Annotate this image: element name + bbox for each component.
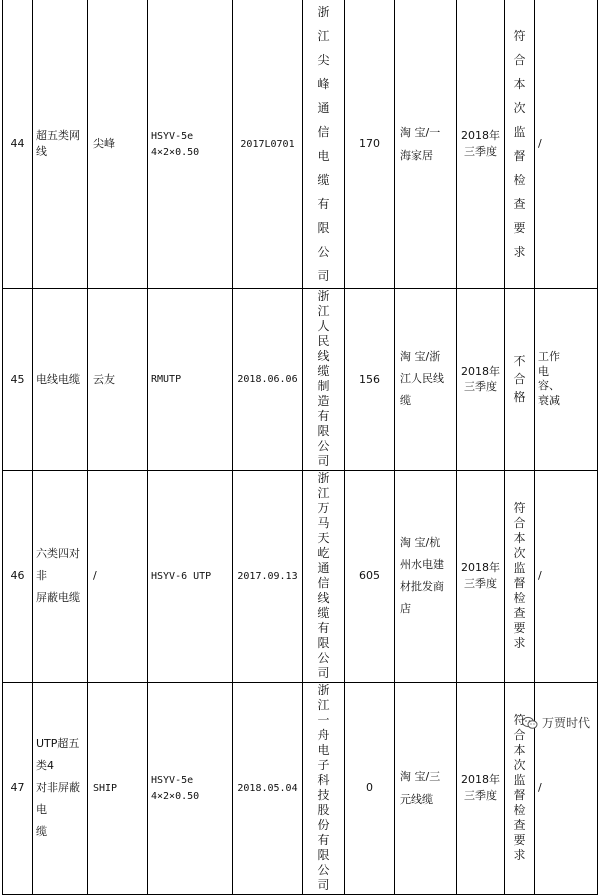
cell-result: 不合格 — [505, 289, 535, 471]
cell-quantity: 156 — [345, 289, 395, 471]
cell-failed-item: / — [535, 0, 598, 289]
wechat-icon — [522, 716, 538, 730]
table-row — [3, 0, 598, 289]
cell-brand: / — [88, 470, 148, 682]
cell-period: 2018年 三季度 — [457, 470, 505, 682]
cell-failed-item: 工作 电 容、 衰减 — [535, 289, 598, 471]
watermark — [522, 714, 590, 731]
cell-brand: SHIP — [88, 682, 148, 894]
cell-batch: 2017L0701 — [233, 0, 303, 289]
cell-batch: 2018.05.04 — [233, 682, 303, 894]
cell-brand: 云友 — [88, 289, 148, 471]
cell-model: RMUTP — [148, 289, 233, 471]
cell-product: UTP超五类4 对非屏蔽电 缆 — [33, 682, 88, 894]
cell-no: 46 — [3, 470, 33, 682]
inspection-results-table — [2, 0, 598, 895]
cell-period: 2018年 三季度 — [457, 289, 505, 471]
cell-product: 电线电缆 — [33, 289, 88, 471]
table-row — [3, 470, 598, 682]
cell-period: 2018年 三季度 — [457, 682, 505, 894]
cell-source: 淘 宝/浙 江人民线 缆 — [395, 289, 457, 471]
cell-no: 47 — [3, 682, 33, 894]
cell-maker: 浙江一舟电子科技股份有限公司 — [303, 682, 345, 894]
cell-model: HSYV-5e 4×2×0.50 — [148, 682, 233, 894]
cell-source: 淘 宝/杭 州水电建 材批发商 店 — [395, 470, 457, 682]
cell-brand: 尖峰 — [88, 0, 148, 289]
cell-period: 2018年 三季度 — [457, 0, 505, 289]
cell-result: 符合本次监督检查要求 — [505, 0, 535, 289]
cell-quantity: 0 — [345, 682, 395, 894]
cell-maker: 浙江人民线缆制造有限公司 — [303, 289, 345, 471]
cell-source: 淘 宝/三 元线缆 — [395, 682, 457, 894]
cell-failed-item: / — [535, 682, 598, 894]
watermark-text: 万贾时代 — [541, 716, 590, 730]
cell-source: 淘 宝/一 海家居 — [395, 0, 457, 289]
cell-batch: 2017.09.13 — [233, 470, 303, 682]
cell-no: 44 — [3, 0, 33, 289]
cell-maker: 浙江万马天屹通信线缆有限公司 — [303, 470, 345, 682]
cell-result: 符合本次监督检查要求 — [505, 470, 535, 682]
cell-product: 超五类网线 — [33, 0, 88, 289]
cell-batch: 2018.06.06 — [233, 289, 303, 471]
cell-no: 45 — [3, 289, 33, 471]
cell-maker: 浙江尖峰通信电缆有限公司 — [303, 0, 345, 289]
cell-failed-item: / — [535, 470, 598, 682]
cell-quantity: 605 — [345, 470, 395, 682]
cell-model: HSYV-6 UTP — [148, 470, 233, 682]
cell-product: 六类四对非 屏蔽电缆 — [33, 470, 88, 682]
table-row — [3, 289, 598, 471]
table-row — [3, 682, 598, 894]
cell-model: HSYV-5e 4×2×0.50 — [148, 0, 233, 289]
cell-result: 符合本次监督检查要求 — [505, 682, 535, 894]
cell-quantity: 170 — [345, 0, 395, 289]
